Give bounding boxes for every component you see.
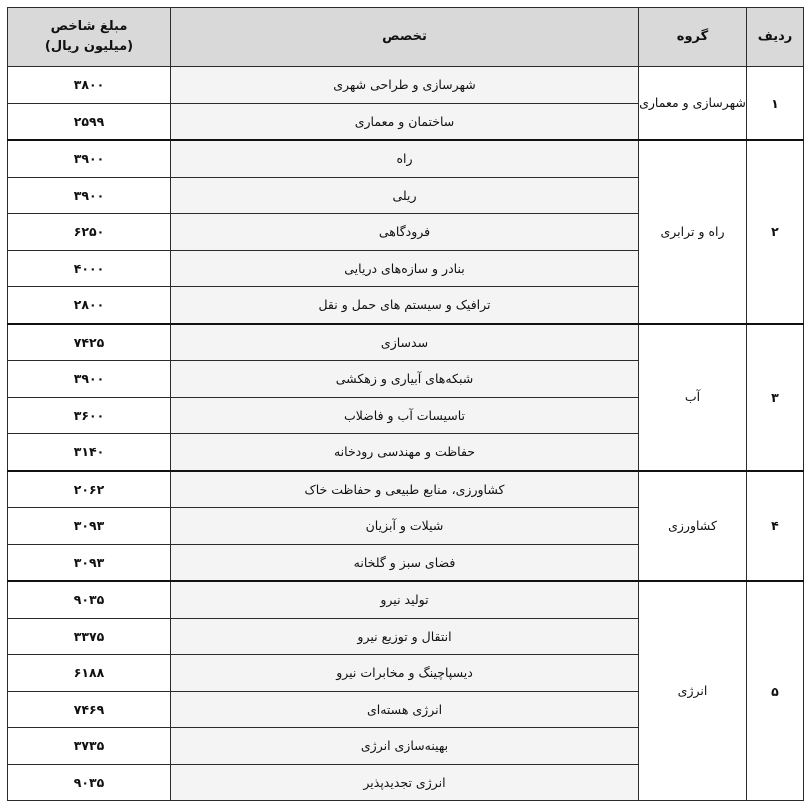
amount-cell: ۳۰۹۳ — [8, 508, 171, 545]
row-number-cell: ۴ — [747, 471, 804, 582]
amount-cell: ۷۴۶۹ — [8, 691, 171, 728]
specialty-cell: انتقال و توزیع نیرو — [171, 618, 639, 655]
amount-cell: ۳۳۷۵ — [8, 618, 171, 655]
group-cell: راه و ترابری — [639, 140, 747, 324]
group-cell: کشاورزی — [639, 471, 747, 582]
amount-cell: ۷۴۲۵ — [8, 324, 171, 361]
header-specialty: تخصص — [171, 8, 639, 67]
header-row-no: ردیف — [747, 8, 804, 67]
amount-cell: ۲۸۰۰ — [8, 287, 171, 324]
table-row — [8, 67, 804, 104]
table-row — [8, 324, 804, 361]
specialty-cell: ساختمان و معماری — [171, 103, 639, 140]
amount-cell: ۳۰۹۳ — [8, 544, 171, 581]
header-amount — [8, 8, 171, 67]
amount-cell: ۳۶۰۰ — [8, 397, 171, 434]
specialty-cell: ریلی — [171, 177, 639, 214]
table-body — [8, 67, 804, 801]
specialty-cell: شبکه‌های آبیاری و زهکشی — [171, 361, 639, 398]
header-row — [8, 8, 804, 67]
amount-cell: ۳۱۴۰ — [8, 434, 171, 471]
group-cell: شهرسازی و معماری — [639, 67, 747, 141]
amount-cell: ۳۹۰۰ — [8, 140, 171, 177]
header-amount-line1: مبلغ شاخص — [50, 19, 128, 34]
header-amount-line2: (میلیون ریال) — [44, 39, 134, 54]
row-number-cell: ۳ — [747, 324, 804, 471]
specialty-cell: فضای سبز و گلخانه — [171, 544, 639, 581]
table-row — [8, 581, 804, 618]
amount-cell: ۹۰۳۵ — [8, 581, 171, 618]
specialty-cell: انرژی تجدیدپذیر — [171, 764, 639, 801]
amount-cell: ۲۵۹۹ — [8, 103, 171, 140]
amount-cell: ۴۰۰۰ — [8, 250, 171, 287]
specialty-cell: بنادر و سازه‌های دریایی — [171, 250, 639, 287]
amount-cell: ۶۲۵۰ — [8, 214, 171, 251]
amount-cell: ۳۸۰۰ — [8, 67, 171, 104]
table-row — [8, 471, 804, 508]
specialty-cell: تولید نیرو — [171, 581, 639, 618]
specialty-cell: شهرسازی و طراحی شهری — [171, 67, 639, 104]
specialty-cell: فرودگاهی — [171, 214, 639, 251]
amount-cell: ۳۹۰۰ — [8, 177, 171, 214]
specialty-cell: تاسیسات آب و فاضلاب — [171, 397, 639, 434]
specialty-cell: بهینه‌سازی انرژی — [171, 728, 639, 765]
header-group: گروه — [639, 8, 747, 67]
specialty-cell: دیسپاچینگ و مخابرات نیرو — [171, 655, 639, 692]
fee-index-table — [7, 7, 804, 801]
amount-cell: ۶۱۸۸ — [8, 655, 171, 692]
group-cell: انرژی — [639, 581, 747, 801]
specialty-cell: انرژی هسته‌ای — [171, 691, 639, 728]
specialty-cell: کشاورزی، منابع طبیعی و حفاظت خاک — [171, 471, 639, 508]
row-number-cell: ۲ — [747, 140, 804, 324]
amount-cell: ۳۷۳۵ — [8, 728, 171, 765]
specialty-cell: ترافیک و سیستم های حمل و نقل — [171, 287, 639, 324]
table-row — [8, 140, 804, 177]
specialty-cell: شیلات و آبزیان — [171, 508, 639, 545]
amount-cell: ۲۰۶۲ — [8, 471, 171, 508]
specialty-cell: سدسازی — [171, 324, 639, 361]
row-number-cell: ۵ — [747, 581, 804, 801]
specialty-cell: حفاظت و مهندسی رودخانه — [171, 434, 639, 471]
amount-cell: ۹۰۳۵ — [8, 764, 171, 801]
row-number-cell: ۱ — [747, 67, 804, 141]
specialty-cell: راه — [171, 140, 639, 177]
amount-cell: ۳۹۰۰ — [8, 361, 171, 398]
group-cell: آب — [639, 324, 747, 471]
